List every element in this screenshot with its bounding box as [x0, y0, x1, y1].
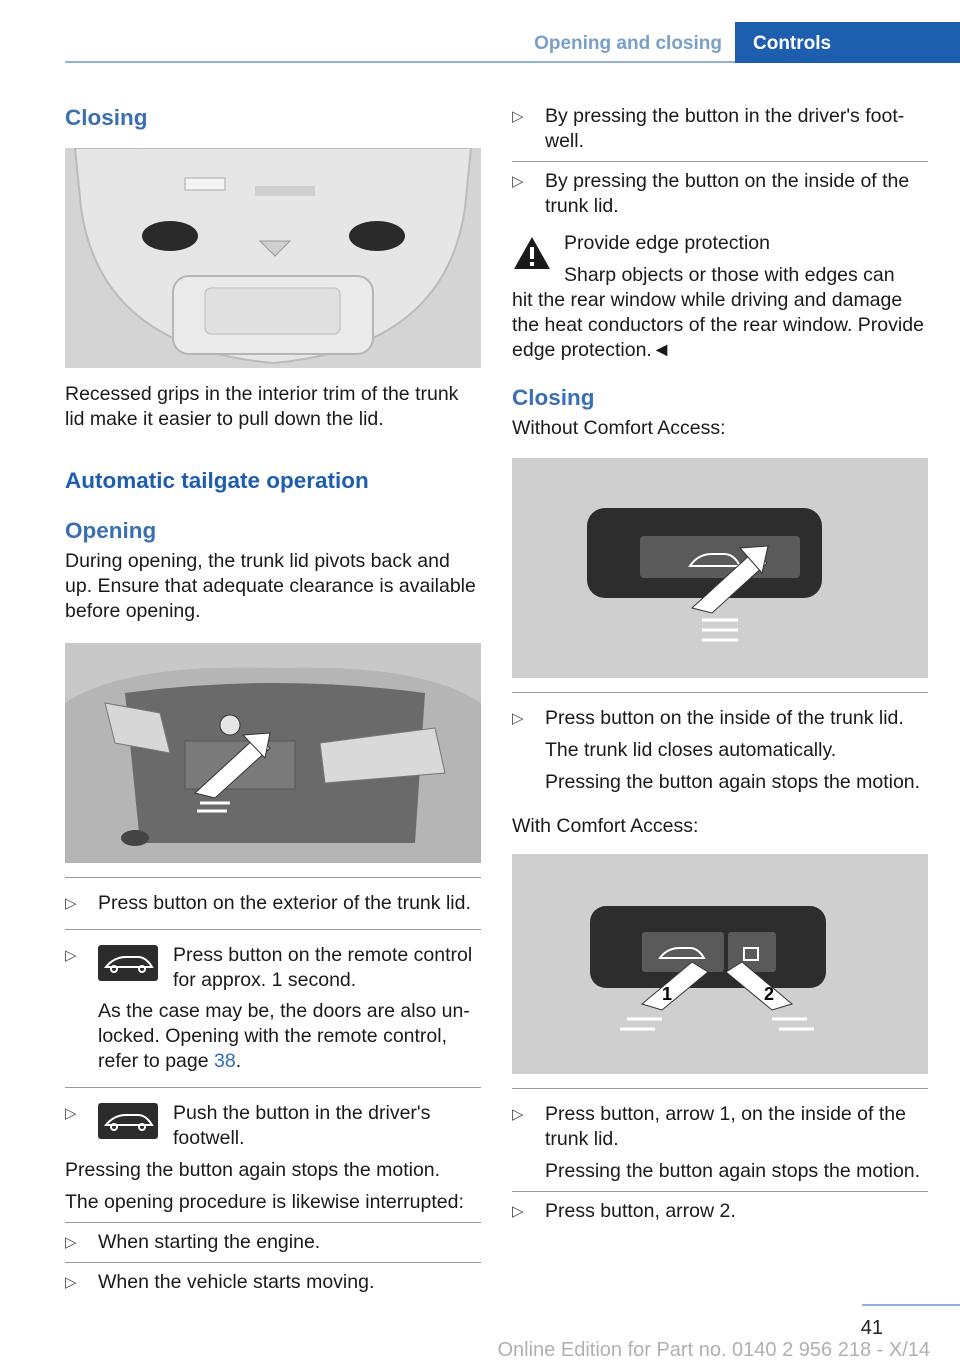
left-column — [65, 100, 481, 1295]
bullet-text: Press button, arrow 2. — [545, 1200, 736, 1222]
header-tab-controls: Controls — [735, 22, 960, 63]
list-separator — [512, 692, 928, 693]
trunk-button-icon — [98, 945, 158, 981]
warning-text-a: Sharp objects or those with edges can — [564, 264, 895, 286]
remote-note-text: As the case may be, the doors are also unlocked. Opening with the remote control, refer to page — [98, 1000, 470, 1072]
bullet-text: Push the button in the driver's footwell. — [173, 1102, 431, 1149]
bullet-press-inside — [512, 706, 928, 731]
bullet-engine-start — [65, 1230, 481, 1255]
warning-title: Provide edge protection — [564, 232, 770, 254]
trunk-close-button-image — [512, 458, 928, 678]
comfort-access-buttons-image — [512, 854, 928, 1074]
header-section-title: Opening and closing — [534, 33, 722, 54]
bullet-text: When starting the engine. — [98, 1231, 321, 1253]
closing-heading: Closing — [65, 105, 148, 130]
stop-motion-text: Pressing the button again stops the motion. — [65, 1159, 441, 1181]
stop-motion-note: Pressing the button again stops the motion. — [545, 771, 921, 793]
bullet-text: Press button on the remote control for approx. 1 second. — [173, 944, 473, 991]
without-comfort-access: Without Comfort Access: — [512, 417, 726, 439]
bullet-footwell-button — [65, 1101, 481, 1151]
list-separator — [65, 1222, 481, 1223]
list-separator — [512, 161, 928, 162]
bullet-text: Press button on the exterior of the trunk lid. — [98, 892, 471, 914]
bullet-triangle-icon: ▷ — [512, 173, 524, 190]
right-column — [512, 100, 928, 1224]
header-line — [65, 61, 735, 63]
bullet-triangle-icon: ▷ — [65, 1274, 77, 1291]
warning-block — [512, 231, 928, 288]
arrow-2-label: 2 — [764, 984, 775, 1004]
bullet-text: Press button on the inside of the trunk lid. — [545, 707, 904, 729]
comfort-access-illustration — [512, 854, 928, 1074]
stop-motion-note-2: Pressing the button again stops the motion. — [545, 1160, 921, 1182]
page-number: 41 — [860, 1317, 883, 1339]
opening-heading: Opening — [65, 518, 157, 543]
list-separator — [512, 1088, 928, 1089]
close-button-illustration — [512, 458, 928, 678]
bullet-triangle-icon: ▷ — [512, 710, 524, 727]
list-separator — [65, 1262, 481, 1263]
trunk-lid-grips-illustration — [65, 148, 481, 368]
list-separator — [65, 929, 481, 930]
bullet-triangle-icon: ▷ — [512, 1203, 524, 1220]
car-rear-image — [65, 643, 481, 863]
warning-triangle-icon — [512, 235, 552, 271]
bullet-text: Press button, arrow 1, on the inside of the trunk lid. — [545, 1103, 906, 1150]
bullet-driver-footwell — [512, 104, 928, 154]
bullet-exterior-button — [65, 891, 481, 916]
bullet-text: By pressing the button in the driver's footwell. — [545, 105, 905, 152]
bullet-vehicle-moving — [65, 1270, 481, 1295]
remote-note — [65, 999, 481, 1074]
trunk-interior-image — [65, 148, 481, 368]
bullet-inside-trunk — [512, 169, 928, 219]
trunk-button-icon — [98, 1103, 158, 1139]
bullet-triangle-icon: ▷ — [65, 947, 77, 964]
page-38-link[interactable]: 38 — [214, 1050, 236, 1072]
remote-note-period: . — [235, 1050, 242, 1072]
bullet-triangle-icon: ▷ — [65, 1105, 77, 1122]
bullet-triangle-icon: ▷ — [512, 1106, 524, 1123]
bullet-triangle-icon: ▷ — [65, 895, 77, 912]
interrupt-text: The opening procedure is likewise interrupted: — [65, 1191, 464, 1213]
arrow-1-label: 1 — [662, 984, 673, 1004]
with-comfort-access: With Comfort Access: — [512, 815, 699, 837]
list-separator — [512, 1191, 928, 1192]
bullet-text: By pressing the button on the inside of the trunk lid. — [545, 170, 910, 217]
warning-text-b: hit the rear window while driving and damage the heat conductors of the rear window. Provide edge protection.◄ — [512, 289, 924, 361]
footer-line — [862, 1304, 960, 1306]
bullet-arrow-2 — [512, 1199, 928, 1224]
automatic-tailgate-heading: Automatic tailgate operation — [65, 468, 369, 493]
opening-description: During opening, the trunk lid pivots back and up. Ensure that adequate clearance is available before opening. — [65, 550, 476, 622]
bullet-remote-control — [65, 943, 481, 993]
bullet-arrow-1 — [512, 1102, 928, 1152]
closing-description: Recessed grips in the interior trim of the trunk lid make it easier to pull down the lid. — [65, 383, 459, 430]
car-rear-trunk-button-illustration — [65, 643, 481, 863]
footer-edition: Online Edition for Part no. 0140 2 956 218 - X/14 — [497, 1339, 930, 1361]
closes-automatically: The trunk lid closes automatically. — [545, 739, 837, 761]
list-separator — [65, 1087, 481, 1088]
bullet-text: When the vehicle starts moving. — [98, 1271, 375, 1293]
list-separator — [65, 877, 481, 878]
bullet-triangle-icon: ▷ — [512, 108, 524, 125]
bullet-triangle-icon: ▷ — [65, 1234, 77, 1251]
right-closing-heading: Closing — [512, 385, 595, 410]
